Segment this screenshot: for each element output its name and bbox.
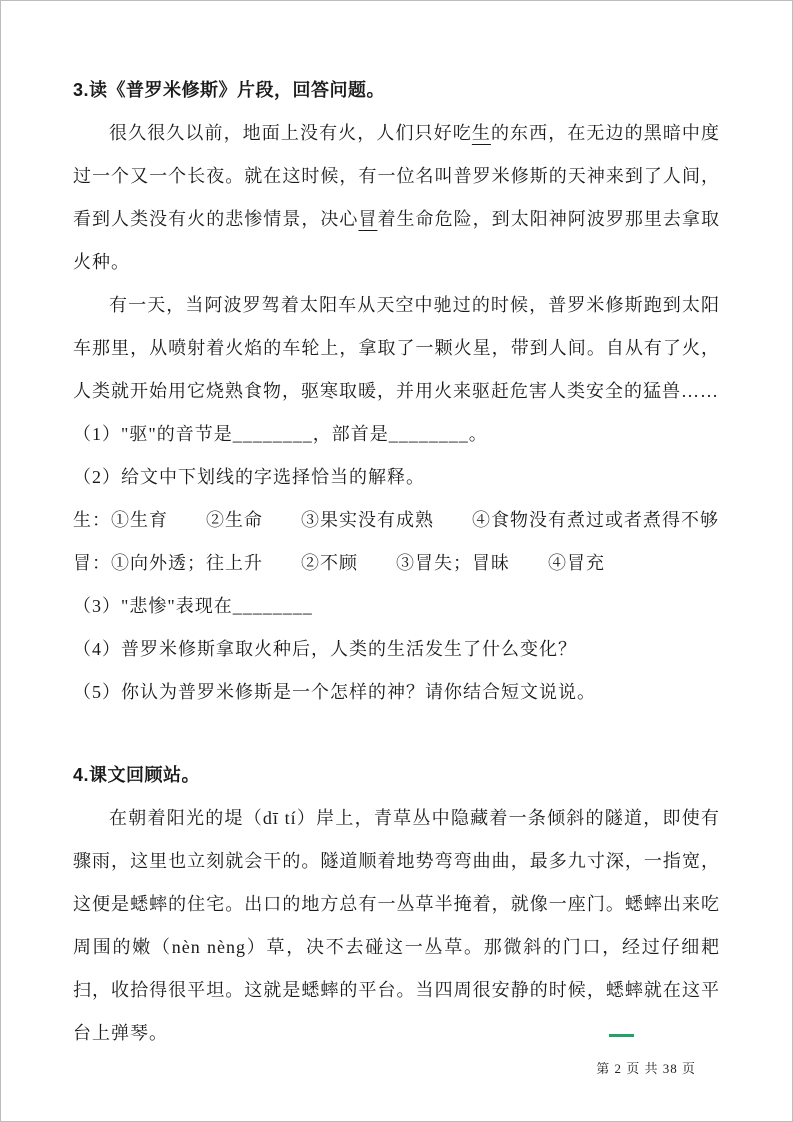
green-mark <box>609 1034 634 1037</box>
text-run: 的东西，在无边的黑暗中度过一个又一个长夜。就在这时候，有一位名叫普罗米修斯的天神来到了人间，看到人类没有火的悲惨情景，决心 <box>73 123 721 229</box>
text-run: 很久很久以前，地面上没有火，人们只好吃 <box>109 123 472 143</box>
section-4-heading: 4.课文回顾站。 <box>73 765 201 785</box>
passage-1-paragraph-2: 有一天，当阿波罗驾着太阳车从天空中驰过的时候，普罗米修斯跑到太阳车那里，从喷射着火焰的车轮上，拿取了一颗火星，带到人间。自从有了火，人类就开始用它烧熟食物，驱寒取暖，并用火来驱赶危害人类安全的猛兽…… <box>73 295 720 401</box>
page-number: 第 2 页 共 38 页 <box>596 1061 696 1076</box>
underlined-char-mao: 冒 <box>358 209 378 229</box>
question-1: （1）"驱"的音节是________，部首是________。 <box>73 424 488 444</box>
passage-2-paragraph-1: 在朝着阳光的堤（dī tí）岸上，青草丛中隐藏着一条倾斜的隧道，即使有骤雨，这里也立刻就会干的。隧道顺着地势弯弯曲曲，最多九寸深，一指宽，这便是蟋蟀的住宅。出口的地方总有一丛草半掩着，就像一座门。蟋蟀出来吃周围的嫩（nèn nèng）草，决不去碰这一丛草。那微斜的门口，经过仔细耙扫，收拾得很平坦。这就是蟋蟀的平台。当四周很安静的时候，蟋蟀就在这平台上弹琴。 <box>73 808 720 1043</box>
section-4 <box>73 754 720 1055</box>
question-2-options-mao: 冒：①向外透；往上升 ②不顾 ③冒失；冒昧 ④冒充 <box>73 553 605 573</box>
question-4: （4）普罗米修斯拿取火种后，人类的生活发生了什么变化？ <box>73 639 577 659</box>
section-3 <box>73 69 720 714</box>
question-3: （3）"悲惨"表现在________ <box>73 596 313 616</box>
passage-1-paragraph-1 <box>73 112 720 284</box>
question-5: （5）你认为普罗米修斯是一个怎样的神？请你结合短文说说。 <box>73 682 596 702</box>
question-2-options-sheng: 生：①生育 ②生命 ③果实没有成熟 ④食物没有煮过或者煮得不够 <box>73 510 719 530</box>
question-2: （2）给文中下划线的字选择恰当的解释。 <box>73 467 425 487</box>
underlined-char-sheng: 生 <box>471 123 491 143</box>
text-run: 着生命危险，到太阳神阿波罗那里去拿取火种。 <box>73 209 720 272</box>
section-3-heading: 3.读《普罗米修斯》片段，回答问题。 <box>73 80 386 100</box>
